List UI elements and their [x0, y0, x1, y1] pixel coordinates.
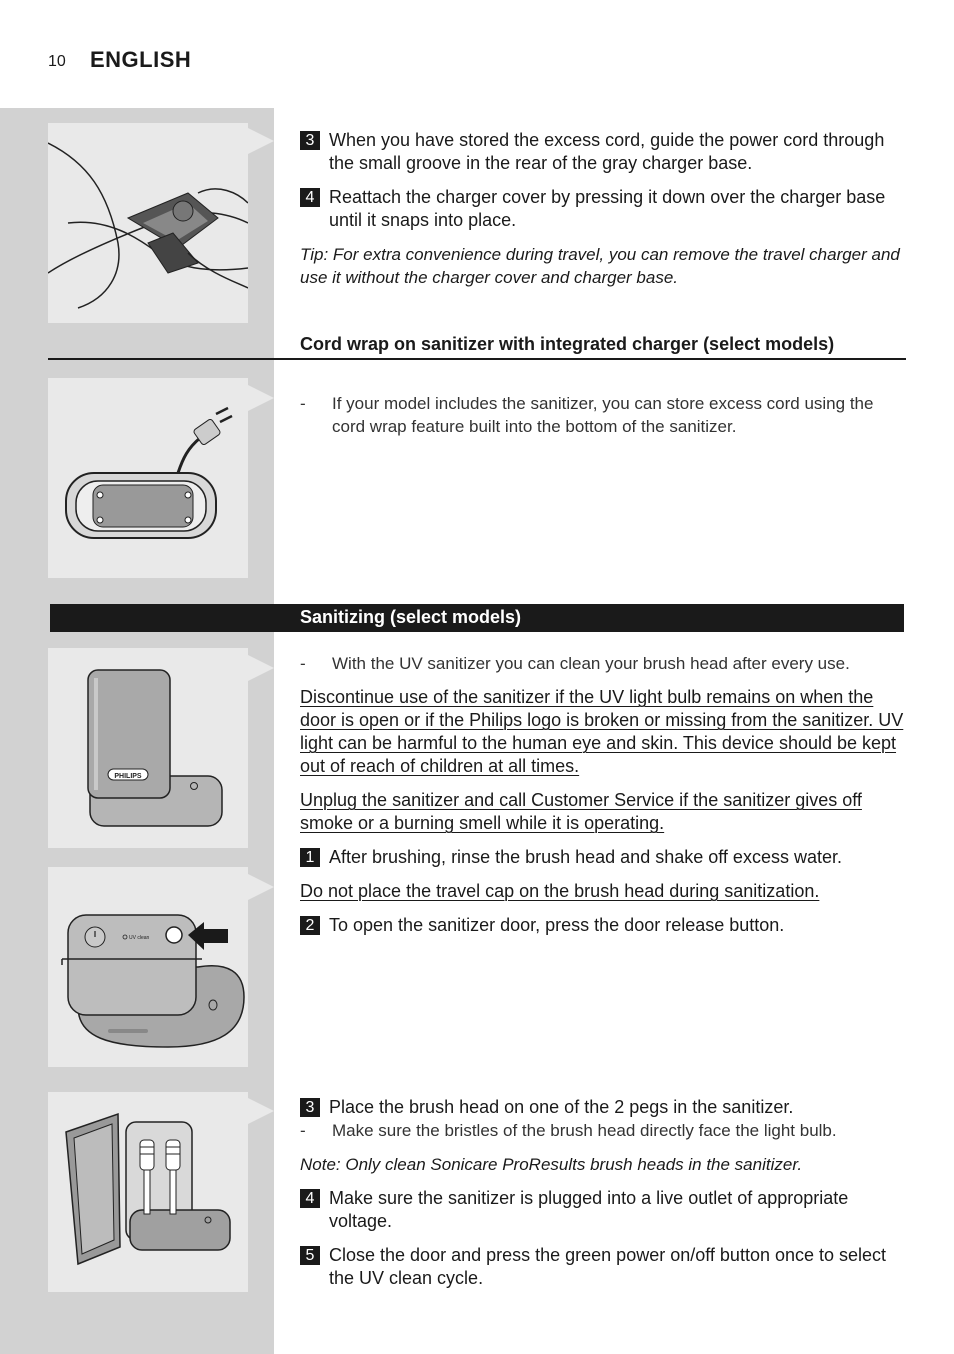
sanitizing-text — [300, 652, 908, 937]
sanitizer-closed-illustration — [48, 648, 248, 848]
caution-travel-cap: Do not place the travel cap on the brush head during sanitization. — [300, 881, 820, 901]
step-number: 3 — [300, 1098, 320, 1117]
cord-wrap-text — [300, 392, 908, 438]
step-text: Make sure the sanitizer is plugged into a live outlet of appropriate voltage. — [329, 1188, 849, 1231]
bullet-item — [300, 652, 908, 675]
illustration-pointer — [248, 385, 274, 411]
door-release-illustration — [48, 867, 248, 1067]
illustration-pointer — [248, 1098, 274, 1124]
step-text: After brushing, rinse the brush head and shake off excess water. — [329, 847, 842, 867]
page-number: 10 — [48, 53, 66, 70]
bullet-item — [300, 1119, 908, 1142]
bullet-text: With the UV sanitizer you can clean your brush head after every use. — [332, 654, 850, 673]
uv-clean-label: UV clean — [129, 935, 150, 941]
step-number: 5 — [300, 1246, 320, 1265]
warning-smoke: Unplug the sanitizer and call Customer Service if the sanitizer gives off smoke or a burning smell while it is operating. — [300, 790, 862, 833]
step-text: Close the door and press the green power on/off button once to select the UV clean cycle. — [329, 1245, 887, 1288]
tip-text: Tip: For extra convenience during travel, you can remove the travel charger and use it without the charger cover and charger base. — [300, 245, 900, 287]
bullet-text: If your model includes the sanitizer, you can store excess cord using the cord wrap feature built into the bottom of the sanitizer. — [332, 394, 874, 436]
warning-uv: Discontinue use of the sanitizer if the UV light bulb remains on when the door is open or if the Philips logo is broken or missing from the sanitizer. UV light can be harmful to the human eye and skin. This device should be kept out of reach of children at all times. — [300, 687, 904, 776]
section-bar — [50, 604, 904, 632]
bullet-dash: - — [300, 654, 306, 673]
bullet-text: Make sure the bristles of the brush head directly face the light bulb. — [332, 1121, 837, 1140]
language-heading: ENGLISH — [90, 47, 192, 72]
bullet-item — [300, 392, 908, 438]
step-2 — [300, 914, 908, 937]
step-number: 3 — [300, 131, 320, 150]
charger-cord-illustration — [48, 123, 248, 323]
note-text: Note: Only clean Sonicare ProResults brush heads in the sanitizer. — [300, 1155, 803, 1174]
illustration-pointer — [248, 874, 274, 900]
step-number: 2 — [300, 916, 320, 935]
step-text: When you have stored the excess cord, guide the power cord through the small groove in the rear of the gray charger base. — [329, 130, 885, 173]
step-number: 4 — [300, 1189, 320, 1208]
philips-logo: PHILIPS — [114, 773, 142, 780]
step-text: To open the sanitizer door, press the door release button. — [329, 915, 785, 935]
illustration-pointer — [248, 128, 274, 154]
step-4 — [300, 1187, 908, 1233]
cord-wrap-illustration — [48, 378, 248, 578]
step-3 — [300, 1096, 908, 1119]
step-4 — [300, 186, 908, 232]
illustration-pointer — [248, 655, 274, 681]
step-text: Place the brush head on one of the 2 pegs in the sanitizer. — [329, 1097, 794, 1117]
step-5 — [300, 1244, 908, 1290]
step-number: 4 — [300, 188, 320, 207]
bullet-dash: - — [300, 394, 306, 413]
cord-wrap-heading: Cord wrap on sanitizer with integrated charger (select models) — [300, 334, 835, 354]
bullet-dash: - — [300, 1121, 306, 1140]
step-number: 1 — [300, 848, 320, 867]
sanitizing-steps-continued — [300, 1096, 908, 1290]
open-sanitizer-illustration — [48, 1092, 248, 1292]
sanitizing-heading: Sanitizing (select models) — [300, 607, 522, 627]
step-3 — [300, 129, 908, 175]
charger-steps — [300, 129, 908, 289]
step-text: Reattach the charger cover by pressing it down over the charger base until it snaps into place. — [329, 187, 886, 230]
step-1 — [300, 846, 908, 869]
section-divider — [48, 358, 906, 360]
